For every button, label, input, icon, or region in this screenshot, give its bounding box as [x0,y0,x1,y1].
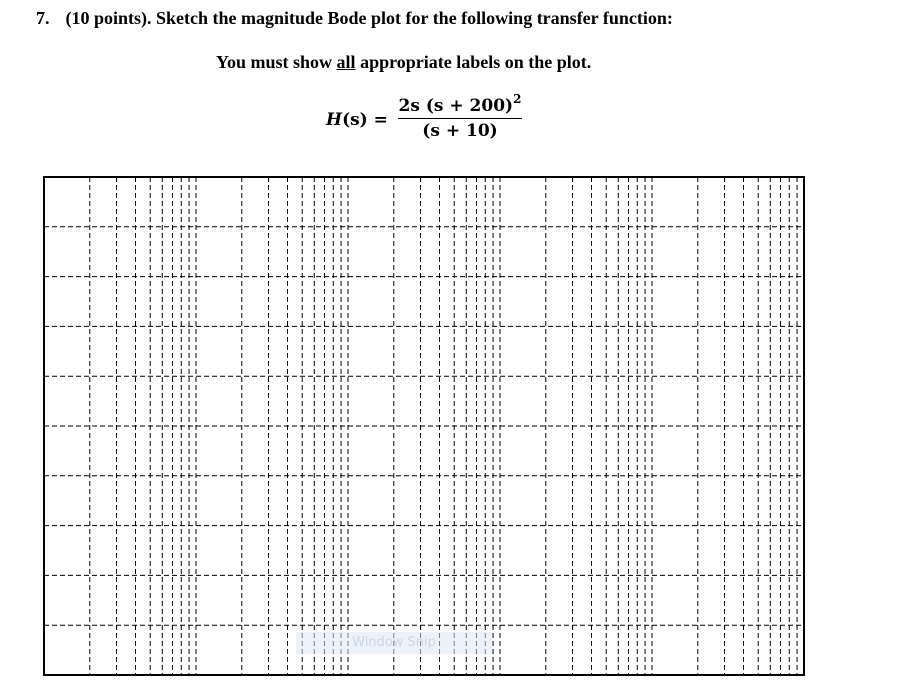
instruction-after: appropriate labels on the plot. [355,52,592,72]
equation-lhs-var: H [326,110,343,130]
window-snip-watermark: Window Snip [296,632,492,654]
instruction-before: You must show [216,52,337,72]
equation-numerator: 2s (s + 200) [398,96,514,116]
equation-denominator: (s + 10) [422,121,498,141]
equation-numerator-exponent: 2 [513,92,522,106]
equation-lhs-arg: (s) = [342,110,388,130]
problem-number: 7. [36,8,50,28]
problem-text: (10 points). Sketch the magnitude Bode plot for the following transfer function: [65,8,673,28]
instruction-emphasis: all [336,52,356,72]
